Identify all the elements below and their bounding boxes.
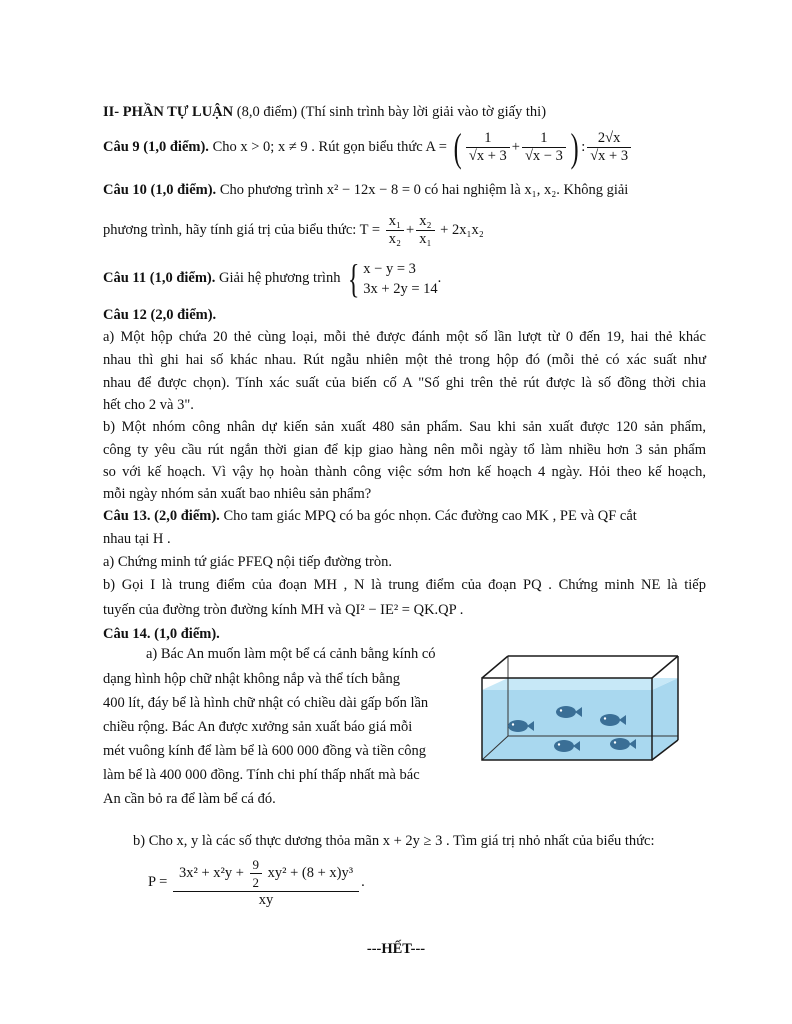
p-denominator: xy xyxy=(258,892,274,909)
q10-fraction-b: $\frac{\text{x₂}}{\text{x₁}}$ xyxy=(416,213,434,248)
p-numerator-b: xy² + (8 + x)y³ xyxy=(267,865,354,881)
section-title: II- PHẦN TỰ LUẬN xyxy=(103,104,234,120)
q11-text: Giải hệ phương trình xyxy=(219,270,341,286)
q9-text: Cho x > 0; x ≠ 9 . Rút gọn biểu thức A = xyxy=(212,139,447,155)
q13-label: Câu 13. (2,0 điểm). xyxy=(103,508,220,524)
q14-a-line6: làm bể là 400 000 đồng. Tính chi phí thấp nhất mà bác xyxy=(103,767,420,783)
q12-a-line1: a) Một hộp chứa 20 thẻ cùng loại, mỗi thẻ được đánh một số lần lượt từ 0 đến 19, hai thẻ khác xyxy=(103,329,706,345)
q12-b-line1: b) Một nhóm công nhân dự kiến sản xuất 480 sản phẩm. Sau khi sản xuất được 120 sản phẩm, xyxy=(103,419,706,435)
section-note: (8,0 điểm) (Thí sinh trình bày lời giải vào tờ giấy thi) xyxy=(236,104,547,120)
q11-system xyxy=(363,259,437,299)
q9-fraction-2: $\frac{1}{√x - 3}$ xyxy=(522,130,566,165)
fish-tank-illustration xyxy=(478,648,708,768)
q14-a-line5: mét vuông kính để làm bể là 600 000 đồng và tiền công xyxy=(103,743,426,759)
q10-label: Câu 10 (1,0 điểm). xyxy=(103,182,217,198)
question-11 xyxy=(103,256,441,300)
q12-b-line2: công ty yêu cầu rút ngắn thời gian để kịp giao hàng nên mỗi ngày tổ làm nhiều hơn 3 sản phẩm xyxy=(103,442,706,458)
question-10-line2: phương trình, hãy tính giá trị của biểu thức: T = $\frac{\text{x₁}}{\text{x₂}}$ + $\frac{\text{x₂}}{\text{x₁}}$ + 2x₁x₂ xyxy=(103,213,484,248)
q10-fraction-a: $\frac{\text{x₁}}{\text{x₂}}$ xyxy=(386,213,404,248)
q14-a-line3: 400 lít, đáy bể là hình chữ nhật có chiều dài gấp bốn lần xyxy=(103,695,429,711)
section-header xyxy=(103,103,546,121)
q10-text: Cho phương trình x² − 12x − 8 = 0 có hai nghiệm là x₁, x₂. Không giải xyxy=(219,182,629,198)
q14-a-line1: a) Bác An muốn làm một bể cá cảnh bằng kính có xyxy=(146,646,436,662)
p-nine-halves: $\frac{9}{2}$ xyxy=(250,856,263,891)
q14-a-line7: An cần bỏ ra để làm bể cá đó. xyxy=(103,791,276,807)
question-10-line1 xyxy=(103,181,628,199)
q12-label: Câu 12 (2,0 điểm). xyxy=(103,307,217,323)
p-fraction xyxy=(173,856,359,909)
q14-a-line4: chiều rộng. Bác An được xưởng sản xuất báo giá mỗi xyxy=(103,719,413,735)
q11-eq1: x − y = 3 xyxy=(363,260,416,277)
q9-fraction-3: $\frac{2√x}{√x + 3}$ xyxy=(587,130,631,165)
q12-b-line3: so với kế hoạch. Vì vậy họ hoàn thành công việc sớm hơn kế hoạch 4 ngày. Hỏi theo kế hoạch, xyxy=(103,464,706,480)
q13-line2: nhau tại H . xyxy=(103,531,171,547)
system-brace: { xyxy=(347,255,360,301)
q14-b-line1: b) Cho x, y là các số thực dương thỏa mãn x + 2y ≥ 3 . Tìm giá trị nhỏ nhất của biểu thức: xyxy=(133,833,655,849)
plus-sign: + xyxy=(511,139,520,155)
question-9 xyxy=(103,125,633,169)
q12-a-line3: nhau để được chọn). Tính xác suất của biến cố A "Số ghi trên thẻ rút được là số đồng thời chia xyxy=(103,375,706,391)
q11-label: Câu 11 (1,0 điểm). xyxy=(103,270,216,286)
q13-part-a: a) Chứng minh tứ giác PFEQ nội tiếp đường tròn. xyxy=(103,554,393,570)
q11-end: . xyxy=(437,270,442,286)
end-marker: ---HẾT--- xyxy=(366,941,426,957)
p-lhs: P = xyxy=(148,874,168,890)
p-end: . xyxy=(361,874,365,890)
q9-label: Câu 9 (1,0 điểm). xyxy=(103,139,209,155)
q10-text2: phương trình, hãy tính giá trị của biểu thức: T = xyxy=(103,222,381,238)
q14-p-expression xyxy=(148,852,365,912)
divide-sign: : xyxy=(581,139,586,155)
q14-label: Câu 14. (1,0 điểm). xyxy=(103,626,220,642)
q12-a-line2: nhau thì ghi hai số khác nhau. Rút ngẫu nhiên một thẻ trong hộp đó (mỗi thẻ có xác suất như xyxy=(103,352,706,368)
q9-fraction-1: $\frac{1}{√x + 3}$ xyxy=(466,130,510,165)
q11-eq2: 3x + 2y = 14 xyxy=(363,280,438,297)
q12-b-line4: mỗi ngày nhóm sản xuất bao nhiêu sản phẩm? xyxy=(103,486,372,502)
q10-tail: + 2x₁x₂ xyxy=(440,222,484,238)
q13-text: Cho tam giác MPQ có ba góc nhọn. Các đường cao MK , PE và QF cắt xyxy=(223,508,637,524)
left-paren: ( xyxy=(453,124,462,170)
q13-line1 xyxy=(103,507,706,525)
q13-part-b-line2: tuyến của đường tròn đường kính MH và QI² − IE² = QK.QP . xyxy=(103,602,464,618)
q12-a-line4: hết cho 2 và 3". xyxy=(103,397,194,413)
q14-a-line2: dạng hình hộp chữ nhật không nắp và thể tích bằng xyxy=(103,671,400,687)
q13-part-b-line1: b) Gọi I là trung điểm của đoạn MH , N là trung điểm của đoạn PQ . Chứng minh NE là tiếp xyxy=(103,577,706,593)
p-numerator-a: 3x² + x²y + xyxy=(178,865,244,881)
right-paren: ) xyxy=(570,124,579,170)
